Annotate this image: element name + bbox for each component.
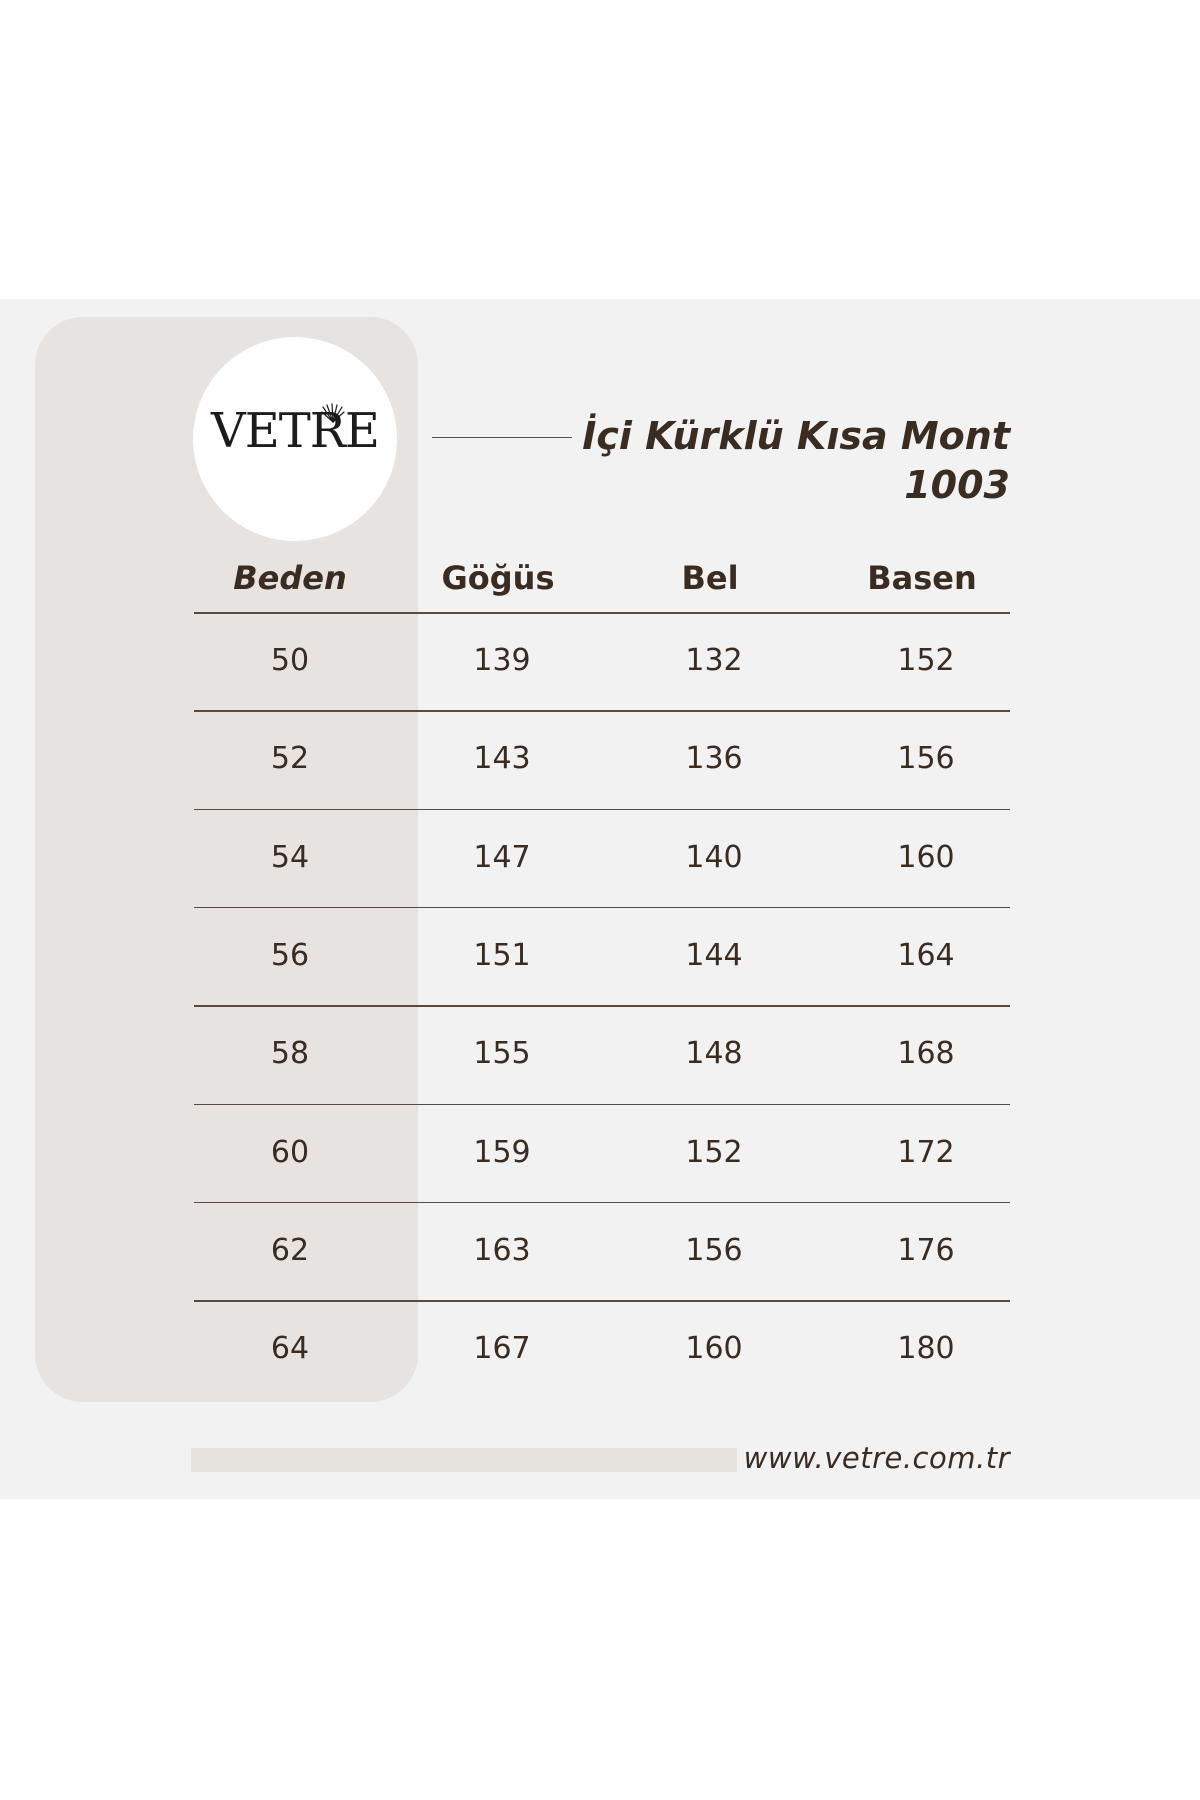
header-beden: Beden <box>233 559 347 597</box>
cell-basen: 152 <box>897 643 955 678</box>
cell-bel: 148 <box>685 1036 743 1072</box>
cell-basen: 180 <box>897 1331 955 1367</box>
header-basen: Basen <box>867 559 977 597</box>
table-row <box>0 1005 1200 1103</box>
row-divider <box>194 1300 1010 1302</box>
cell-gogus: 163 <box>473 1232 531 1268</box>
cell-basen: 156 <box>897 741 955 777</box>
row-divider <box>194 1005 1010 1007</box>
cell-basen: 168 <box>897 1036 955 1072</box>
footer-bar <box>191 1448 737 1472</box>
cell-beden: 50 <box>270 643 310 678</box>
cell-gogus: 139 <box>473 643 531 678</box>
cell-beden: 62 <box>270 1232 310 1268</box>
cell-bel: 136 <box>685 741 743 777</box>
product-code: 1003 <box>904 463 1010 507</box>
cell-basen: 164 <box>897 937 955 973</box>
cell-bel: 140 <box>685 839 743 875</box>
product-name: İçi Kürklü Kısa Mont <box>582 414 1010 458</box>
cell-beden: 60 <box>270 1134 310 1170</box>
cell-bel: 160 <box>685 1331 743 1367</box>
row-divider <box>194 1104 1010 1106</box>
cell-basen: 160 <box>897 839 955 875</box>
cell-beden: 58 <box>270 1036 310 1072</box>
palm-leaf-icon <box>321 403 345 423</box>
website-url: www.vetre.com.tr <box>743 1441 1010 1475</box>
title-divider <box>432 437 572 438</box>
cell-basen: 176 <box>897 1232 955 1268</box>
cell-gogus: 167 <box>473 1331 531 1367</box>
table-row <box>0 1300 1200 1398</box>
brand-logo <box>193 337 397 541</box>
cell-beden: 52 <box>270 741 310 777</box>
table-row <box>0 1104 1200 1202</box>
table-row <box>0 1202 1200 1300</box>
cell-beden: 64 <box>270 1331 310 1367</box>
table-header <box>0 553 1200 603</box>
row-divider <box>194 612 1010 614</box>
table-row <box>0 612 1200 710</box>
cell-beden: 54 <box>270 839 310 875</box>
product-title <box>582 412 1010 510</box>
cell-gogus: 143 <box>473 741 531 777</box>
row-divider <box>194 1202 1010 1204</box>
cell-gogus: 151 <box>473 937 531 973</box>
table-row <box>0 809 1200 907</box>
cell-bel: 156 <box>685 1232 743 1268</box>
cell-beden: 56 <box>270 937 310 973</box>
header-bel: Bel <box>681 559 739 597</box>
cell-gogus: 147 <box>473 839 531 875</box>
cell-bel: 132 <box>685 643 743 678</box>
header-gogus: Göğüs <box>441 559 555 597</box>
cell-basen: 172 <box>897 1134 955 1170</box>
table-row <box>0 710 1200 808</box>
cell-gogus: 155 <box>473 1036 531 1072</box>
row-divider <box>194 710 1010 712</box>
cell-gogus: 159 <box>473 1134 531 1170</box>
cell-bel: 152 <box>685 1134 743 1170</box>
cell-bel: 144 <box>685 937 743 973</box>
row-divider <box>194 809 1010 811</box>
brand-logo-text: VETRE <box>211 403 379 459</box>
table-row <box>0 907 1200 1005</box>
row-divider <box>194 907 1010 909</box>
